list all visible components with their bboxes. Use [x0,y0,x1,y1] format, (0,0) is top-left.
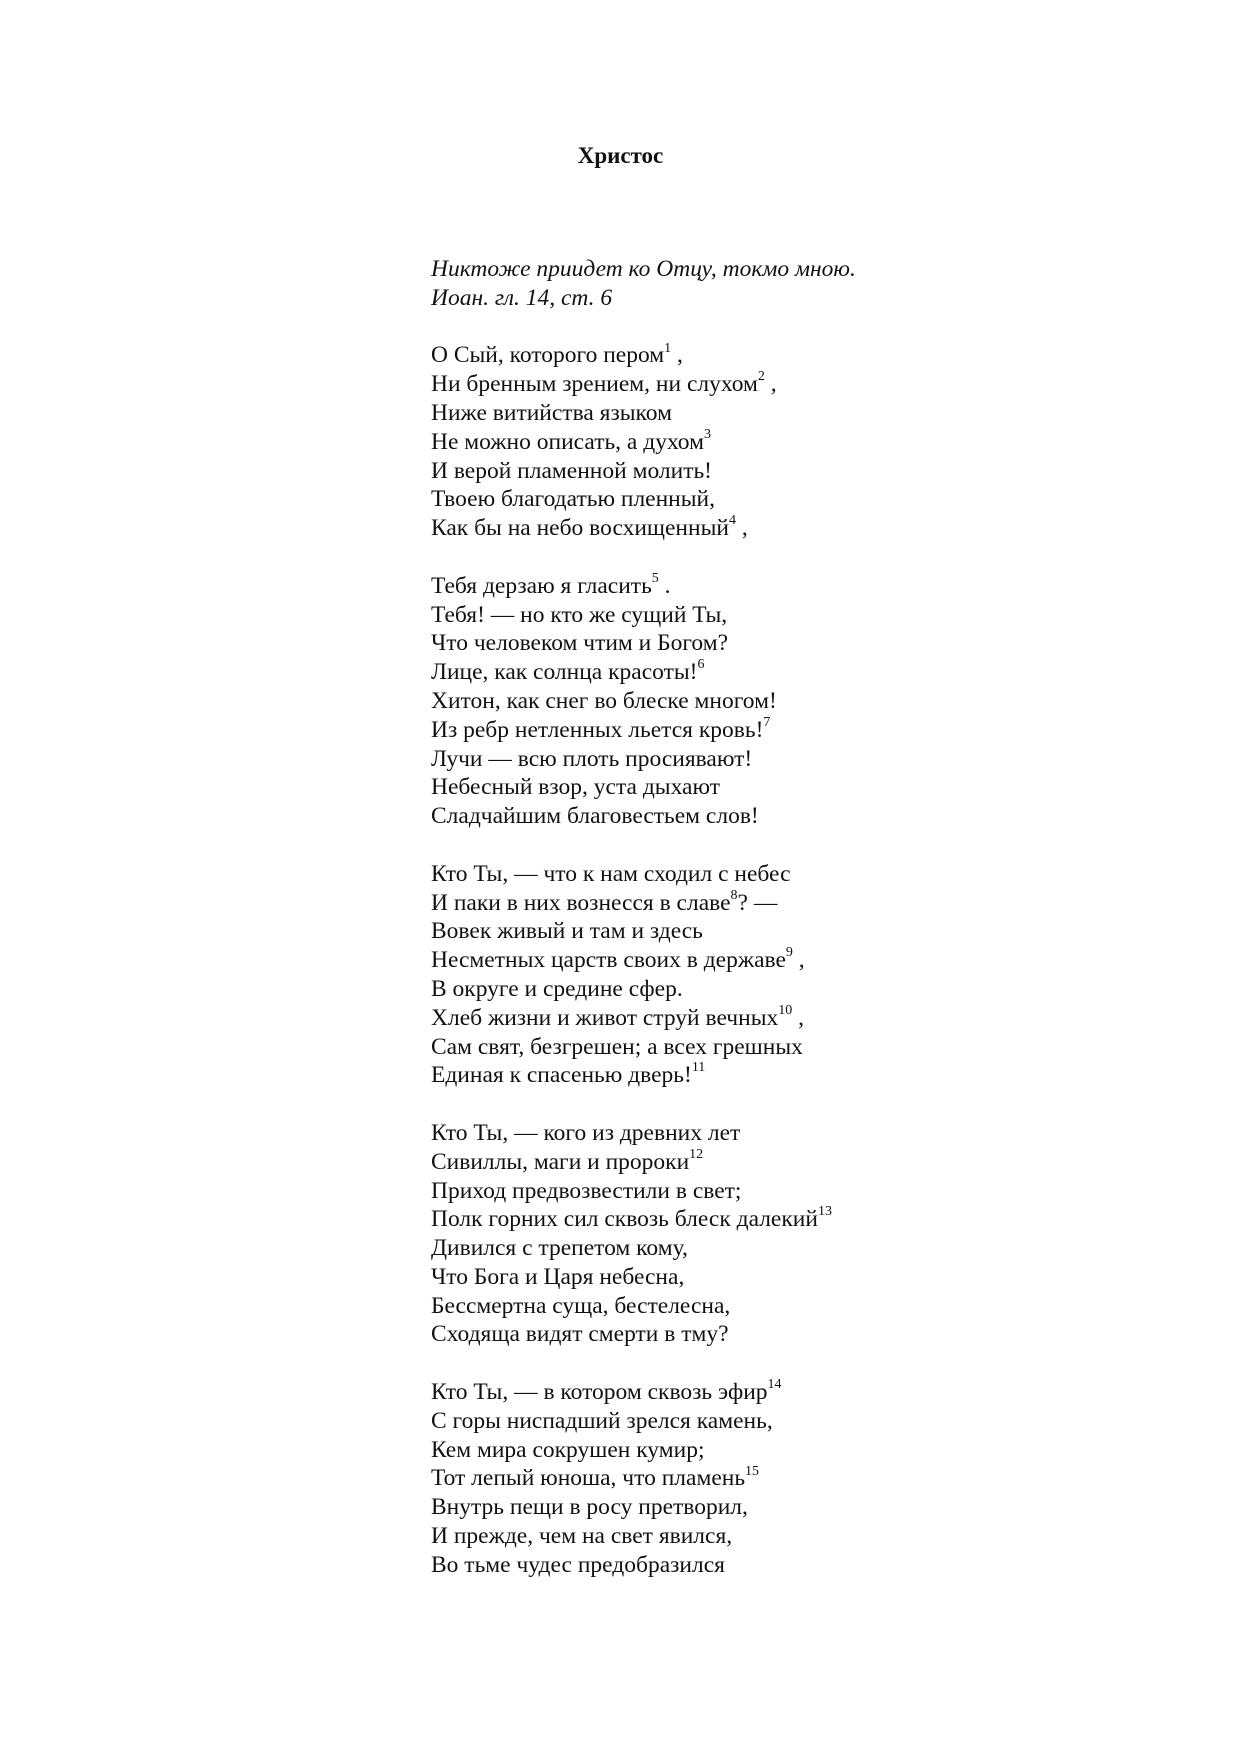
line-text: И верой пламенной молить! [431,457,713,484]
footnote-marker: 6 [697,657,705,673]
poem-line [431,716,856,745]
poem-line [431,1061,856,1090]
poem-line [431,1522,856,1551]
line-text: О Сый, которого пером [431,342,665,369]
poem-line [431,860,856,889]
line-text: Как бы на небо восхищенный [431,515,729,542]
line-text: Единая к спасенью дверь! [431,1062,692,1089]
line-text: Вовек живый и там и здесь [431,918,703,945]
stanza [431,572,856,831]
line-text: Несметных царств своих в державе [431,947,786,974]
poem-line [431,514,856,543]
line-text: Ниже витийства языком [431,399,672,426]
poem-line [431,917,856,946]
epigraph-citation: Иоан. гл. 14, ст. 6 [431,284,613,311]
line-text: Кто Ты, — кого из древних лет [431,1119,741,1146]
poem-line [431,601,856,630]
line-text: Сивиллы, маги и пророки [431,1148,690,1175]
line-text: Твоею благодатью пленный, [431,486,715,513]
line-text: Во тьме чудес предобразился [431,1551,725,1578]
poem-body [431,255,856,1580]
footnote-marker: 7 [763,714,771,730]
poem-line [431,946,856,975]
line-text: Небесный взор, уста дыхают [431,774,720,801]
poem-line [431,658,856,687]
line-text: Из ребр нетленных льется кровь! [431,716,764,743]
line-text: Тебя! — но кто же сущий Ты, [431,601,728,628]
footnote-marker: 4 [728,513,736,529]
poem-line [431,428,856,457]
poem-line [431,485,856,514]
stanza [431,1119,856,1349]
line-text: Приход предвозвестили в свет; [431,1177,742,1204]
footnote-marker: 14 [767,1377,782,1393]
line-text: Дивился с трепетом кому, [431,1235,688,1262]
line-text: Внутрь пещи в росу претворил, [431,1494,748,1521]
poem-line [431,370,856,399]
stanza [431,860,856,1090]
line-text: Сладчайшим благовестьем слов! [431,803,759,830]
line-text: С горы ниспадший зрелся камень, [431,1407,773,1434]
line-text: Не можно описать, а духом [431,428,704,455]
line-text: Полк горних сил сквозь блеск далекий [431,1206,818,1233]
epigraph [431,255,856,313]
stanza [431,1378,856,1580]
line-punctuation: , [764,371,777,398]
line-text: Что Бога и Царя небесна, [431,1263,685,1290]
line-punctuation: . [658,572,671,599]
footnote-marker: 5 [651,570,659,586]
line-text: Ни бренным зрением, ни слухом [431,371,758,398]
line-punctuation: , [792,947,805,974]
line-punctuation: ? — [737,889,778,916]
footnote-marker: 13 [817,1204,832,1220]
poem-line [431,399,856,428]
poem-title: Христос [577,143,664,168]
poem-line [431,629,856,658]
stanzas [431,341,856,1579]
poem-line [431,457,856,486]
footnote-marker: 8 [730,887,738,903]
footnote-marker: 10 [778,1002,793,1018]
line-punctuation: , [735,515,748,542]
poem-line [431,1234,856,1263]
epigraph-quote: Никтоже приидет ко Отцу, токмо мною. [431,256,856,282]
poem-line [431,1205,856,1234]
line-punctuation: , [671,342,683,369]
poem-line [431,687,856,716]
footnote-marker: 12 [689,1146,704,1162]
footnote-marker: 11 [691,1060,706,1076]
line-text: Хитон, как снег во блеске многом! [431,687,777,714]
poem-line [431,1436,856,1465]
line-text: Кто Ты, — что к нам сходил с небес [431,860,791,887]
line-text: Бессмертна суща, бестелесна, [431,1292,731,1319]
line-text: Хлеб жизни и живот струй вечных [431,1004,779,1031]
poem-line [431,1292,856,1321]
poem-line [431,1378,856,1407]
poem-line [431,1320,856,1349]
poem-line [431,1119,856,1148]
line-text: Сам свят, безгрешен; а всех грешных [431,1033,803,1060]
footnote-marker: 1 [664,340,672,356]
poem-line [431,1263,856,1292]
poem-line [431,1004,856,1033]
line-text: Тот лепый юноша, что пламень [431,1465,746,1492]
poem-line [431,1033,856,1062]
line-text: Тебя дерзаю я гласить [431,572,652,599]
poem-line [431,889,856,918]
footnote-marker: 9 [785,945,793,961]
line-text: Лучи — всю плоть просиявают! [431,745,753,772]
line-text: В округе и средине сфер. [431,975,683,1002]
poem-line [431,1177,856,1206]
poem-line [431,975,856,1004]
stanza [431,341,856,543]
line-text: Что человеком чтим и Богом? [431,630,729,657]
poem-line [431,1407,856,1436]
footnote-marker: 3 [703,426,711,442]
line-punctuation: , [792,1004,804,1031]
poem-line [431,745,856,774]
line-text: Кто Ты, — в котором сквозь эфир [431,1379,768,1406]
poem-line [431,1148,856,1177]
poem-line [431,572,856,601]
line-text: Лице, как солнца красоты! [431,659,698,686]
poem-line [431,773,856,802]
poem-line [431,1551,856,1580]
line-text: И прежде, чем на свет явился, [431,1523,733,1550]
poem-line [431,1464,856,1493]
footnote-marker: 2 [757,369,765,385]
poem-line [431,341,856,370]
poem-line [431,1493,856,1522]
line-text: Сходяща видят смерти в тму? [431,1321,729,1348]
footnote-marker: 15 [745,1463,760,1479]
line-text: Кем мира сокрушен кумир; [431,1436,705,1463]
line-text: И паки в них вознесся в славе [431,889,731,916]
poem-line [431,802,856,831]
